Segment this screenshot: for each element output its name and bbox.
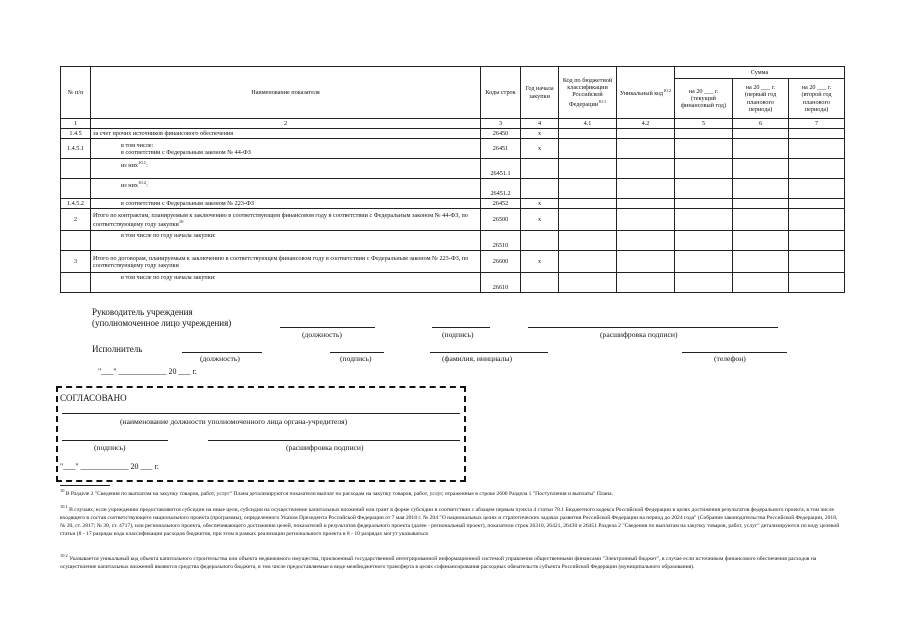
row-name-main: в соответствии с Федеральным законом № 44-ФЗ <box>121 148 251 156</box>
row-x <box>521 231 559 251</box>
footnote-mark: 10 <box>60 488 65 493</box>
table-row <box>61 273 845 293</box>
row-name: из них$^{10.2}$: <box>91 179 481 199</box>
row-x: x <box>521 199 559 209</box>
agreed-signature-caption: (подпись) <box>94 443 126 452</box>
row-name: в том числе по году начала закупки: <box>91 231 481 251</box>
footnote-text: В Разделе 2 "Сведения по выплатам на закупку товаров, работ, услуг" Плана детализируются показатели выплат по расходам на закупку товаров, работ, услуг, отраженные в строке 2600 Раздела 1 "Поступления и выплаты" Плана. <box>65 490 614 497</box>
head-label-2: (уполномоченное лицо учреждения) <box>92 318 232 328</box>
footnote-separator <box>60 485 110 486</box>
executor-fio-caption: (фамилия, инициалы) <box>442 354 513 363</box>
header-sum: Сумма <box>675 67 845 79</box>
row-code: 26451 <box>481 139 521 159</box>
header-sum-1: на 20 ___ г. (текущий финансовый год) <box>675 79 733 119</box>
header-no: № п/п <box>61 67 91 119</box>
signature-line[interactable] <box>432 327 490 328</box>
row-code: 26510 <box>481 231 521 251</box>
agreed-date-line: "___" ____________ 20 ___ г. <box>60 462 159 471</box>
header-unique-code <box>617 67 675 119</box>
row-x <box>521 273 559 293</box>
executor-signature-caption: (подпись) <box>340 354 372 363</box>
colnum: 3 <box>481 119 521 129</box>
cell-budget-code[interactable] <box>559 231 617 251</box>
header-unique-code-note: 10.2 <box>663 87 672 93</box>
cell-sum-2[interactable] <box>733 231 789 251</box>
row-x <box>521 159 559 179</box>
cell-sum-2[interactable] <box>733 273 789 293</box>
cell-sum-1[interactable] <box>675 159 733 179</box>
cell-sum-3[interactable] <box>789 159 845 179</box>
agreed-decoding-line[interactable] <box>208 440 460 441</box>
cell-sum-2[interactable] <box>733 251 789 273</box>
cell-budget-code[interactable] <box>559 129 617 139</box>
row-name-label: Итого по контрактам, планируемым к заключению в соответствующем финансовом году в соответствии с Федеральным законом № 44-ФЗ, по соответствующему году закупки <box>93 211 468 228</box>
cell-budget-code[interactable] <box>559 199 617 209</box>
cell-sum-3[interactable] <box>789 231 845 251</box>
cell-sum-2[interactable] <box>733 139 789 159</box>
row-num <box>61 273 91 293</box>
cell-sum-3[interactable] <box>789 179 845 199</box>
cell-unique-code[interactable] <box>617 231 675 251</box>
footnote-mark: 10.2 <box>60 553 68 558</box>
header-budget-code <box>559 67 617 119</box>
cell-sum-1[interactable] <box>675 129 733 139</box>
cell-budget-code[interactable] <box>559 179 617 199</box>
cell-budget-code[interactable] <box>559 209 617 231</box>
table-row <box>61 199 845 209</box>
column-numbers-row <box>61 119 845 129</box>
colnum: 7 <box>789 119 845 129</box>
header-year: Год начала закупки <box>521 67 559 119</box>
row-num: 2 <box>61 209 91 231</box>
table-row <box>61 129 845 139</box>
cell-sum-3[interactable] <box>789 209 845 231</box>
row-code: 26450 <box>481 129 521 139</box>
cell-unique-code[interactable] <box>617 159 675 179</box>
executor-label: Исполнитель <box>92 344 143 354</box>
footnote-text: Указывается уникальный код объекта капитального строительства или объекта недвижимого имущества, присвоенный государственной интегрированной информационной системой управления общественными финансами "Электронный бюджет", в случае если источником финансового обеспечения расходов на осуществление капитальных вложений являются средства федерального бюджета, в том числе предоставляемые в виде межбюджетного трансферта в целях софинансирования расходных обязательств субъекта Российской Федерации (муниципального образования). <box>60 555 817 570</box>
row-code: 26451.1 <box>481 159 521 179</box>
row-code: 26451.2 <box>481 179 521 199</box>
cell-unique-code[interactable] <box>617 209 675 231</box>
row-name: за счет прочих источников финансового обеспечения <box>91 129 481 139</box>
executor-position-caption: (должность) <box>200 354 240 363</box>
footnote-10-2 <box>60 553 844 571</box>
row-x: x <box>521 139 559 159</box>
footnote-10-1 <box>60 504 844 538</box>
executor-fio-line[interactable] <box>430 352 548 353</box>
table-row <box>61 159 845 179</box>
row-name: из них$^{10.1}$: <box>91 159 481 179</box>
cell-sum-1[interactable] <box>675 139 733 159</box>
agreed-signature-line[interactable] <box>62 440 168 441</box>
row-num <box>61 231 91 251</box>
row-name-note: 10 <box>178 218 184 224</box>
row-code: 26500 <box>481 209 521 231</box>
cell-budget-code[interactable] <box>559 139 617 159</box>
cell-unique-code[interactable] <box>617 179 675 199</box>
purchase-table <box>60 66 845 293</box>
row-name-note: 10.1 <box>138 160 147 166</box>
cell-sum-3[interactable] <box>789 273 845 293</box>
row-x: x <box>521 251 559 273</box>
header-budget-code-label: Код по бюджетной классификации Российской Федерации <box>562 77 613 108</box>
cell-sum-3[interactable] <box>789 251 845 273</box>
row-code: 26610 <box>481 273 521 293</box>
row-x: x <box>521 129 559 139</box>
row-x: x <box>521 209 559 231</box>
table-row <box>61 231 845 251</box>
cell-sum-2[interactable] <box>733 129 789 139</box>
row-x <box>521 179 559 199</box>
footnote-text: В случаях, если учреждению предоставляются субсидии на иные цели, субсидии на осуществление капитальных вложений или грант в форме субсидии в соответствии с абзацем первым пункта 4 статьи 78.1 Бюджетного кодекса Российской Федерации в целях достижения результатов федерального проекта, в том числе входящего в состав соответствующего национального проекта (программы), определенного Указом Президента Российской Федерации от 7 мая 2018 г. № 204 "О национальных целях и стратегических задачах развития Российской Федерации на период до 2024 года" (Собрание законодательства Российской Федерации, 2018, № 20, ст. 2817; № 30, ст. 4717), или регионального проекта, обеспечивающего достижение целей, показателей и результатов федерального проекта (далее - региональный проект), показатели строк 26310, 26421, 26430 и 26451 Раздела 2 "Сведения по выплатам на закупку товаров, работ, услуг" детализируются по коду целевой статьи (8 - 17 разряды кода классификации расходов бюджетов, при этом в рамках реализации регионального проекта в 8 - 10 разрядах могут указываться <box>60 506 840 538</box>
footnote-mark: 10.1 <box>60 504 68 509</box>
header-budget-code-note: 10.1 <box>598 98 607 104</box>
position-caption: (должность) <box>302 330 342 339</box>
cell-budget-code[interactable] <box>559 159 617 179</box>
decoding-caption: (расшифровка подписи) <box>600 330 678 339</box>
header-unique-code-label: Уникальный код <box>619 89 664 97</box>
colnum: 6 <box>733 119 789 129</box>
row-name-intro: в том числе: <box>121 141 154 149</box>
cell-unique-code[interactable] <box>617 199 675 209</box>
cell-unique-code[interactable] <box>617 251 675 273</box>
executor-signature-line[interactable] <box>330 352 384 353</box>
footnote-10 <box>60 488 844 498</box>
header-code: Коды строк <box>481 67 521 119</box>
row-code: 26600 <box>481 251 521 273</box>
executor-phone-line[interactable] <box>682 352 787 353</box>
row-code: 26452 <box>481 199 521 209</box>
header-sum-2: на 20 ___ г. (первый год планового периода) <box>733 79 789 119</box>
row-name: Итого по договорам, планируемым к заключению в соответствующем финансовом году в соответствии с Федеральным законом № 223-ФЗ, по соответствующему году закупки <box>91 251 481 273</box>
cell-sum-2[interactable] <box>733 179 789 199</box>
row-name <box>91 139 481 159</box>
executor-phone-caption: (телефон) <box>714 354 746 363</box>
header-name: Наименование показателя <box>91 67 481 119</box>
colnum: 4.1 <box>559 119 617 129</box>
row-num: 1.4.5.2 <box>61 199 91 209</box>
agreed-position-caption: (наименование должности уполномоченного лица органа-учредителя) <box>120 417 348 426</box>
colnum: 4.2 <box>617 119 675 129</box>
agreed-decoding-caption: (расшифровка подписи) <box>286 443 364 452</box>
cell-sum-1[interactable] <box>675 231 733 251</box>
table-row <box>61 179 845 199</box>
row-name: в том числе по году начала закупки: <box>91 273 481 293</box>
header-sum-3: на 20 ___ г. (второй год планового периода) <box>789 79 845 119</box>
row-name-label: из них <box>121 182 139 190</box>
head-label-1: Руководитель учреждения <box>92 307 193 317</box>
executor-position-line[interactable] <box>182 352 262 353</box>
table-row <box>61 209 845 231</box>
cell-sum-3[interactable] <box>789 139 845 159</box>
row-num: 3 <box>61 251 91 273</box>
row-num <box>61 159 91 179</box>
position-line[interactable] <box>280 327 375 328</box>
cell-sum-2[interactable] <box>733 159 789 179</box>
cell-unique-code[interactable] <box>617 139 675 159</box>
colnum: 1 <box>61 119 91 129</box>
agreed-position-line[interactable] <box>62 413 460 414</box>
cell-sum-2[interactable] <box>733 199 789 209</box>
cell-sum-1[interactable] <box>675 273 733 293</box>
cell-sum-1[interactable] <box>675 209 733 231</box>
cell-unique-code[interactable] <box>617 273 675 293</box>
table-row <box>61 251 845 273</box>
decoding-line[interactable] <box>528 327 778 328</box>
row-name-label: из них <box>121 162 139 170</box>
row-name-note: 10.2 <box>138 180 147 186</box>
row-num: 1.4.5.1 <box>61 139 91 159</box>
cell-sum-1[interactable] <box>675 179 733 199</box>
row-num <box>61 179 91 199</box>
colnum: 4 <box>521 119 559 129</box>
cell-sum-2[interactable] <box>733 209 789 231</box>
date-line: "___" ____________ 20 ___ г. <box>98 367 197 376</box>
colnum: 2 <box>91 119 481 129</box>
cell-sum-1[interactable] <box>675 251 733 273</box>
cell-sum-3[interactable] <box>789 129 845 139</box>
agreed-title: СОГЛАСОВАНО <box>60 393 127 403</box>
table-row <box>61 139 845 159</box>
row-num: 1.4.5 <box>61 129 91 139</box>
row-name: в соответствии с Федеральным законом № 223-ФЗ <box>91 199 481 209</box>
cell-budget-code[interactable] <box>559 251 617 273</box>
cell-sum-3[interactable] <box>789 199 845 209</box>
cell-sum-1[interactable] <box>675 199 733 209</box>
cell-unique-code[interactable] <box>617 129 675 139</box>
cell-budget-code[interactable] <box>559 273 617 293</box>
row-name <box>91 209 481 231</box>
colnum: 5 <box>675 119 733 129</box>
signature-caption: (подпись) <box>442 330 474 339</box>
